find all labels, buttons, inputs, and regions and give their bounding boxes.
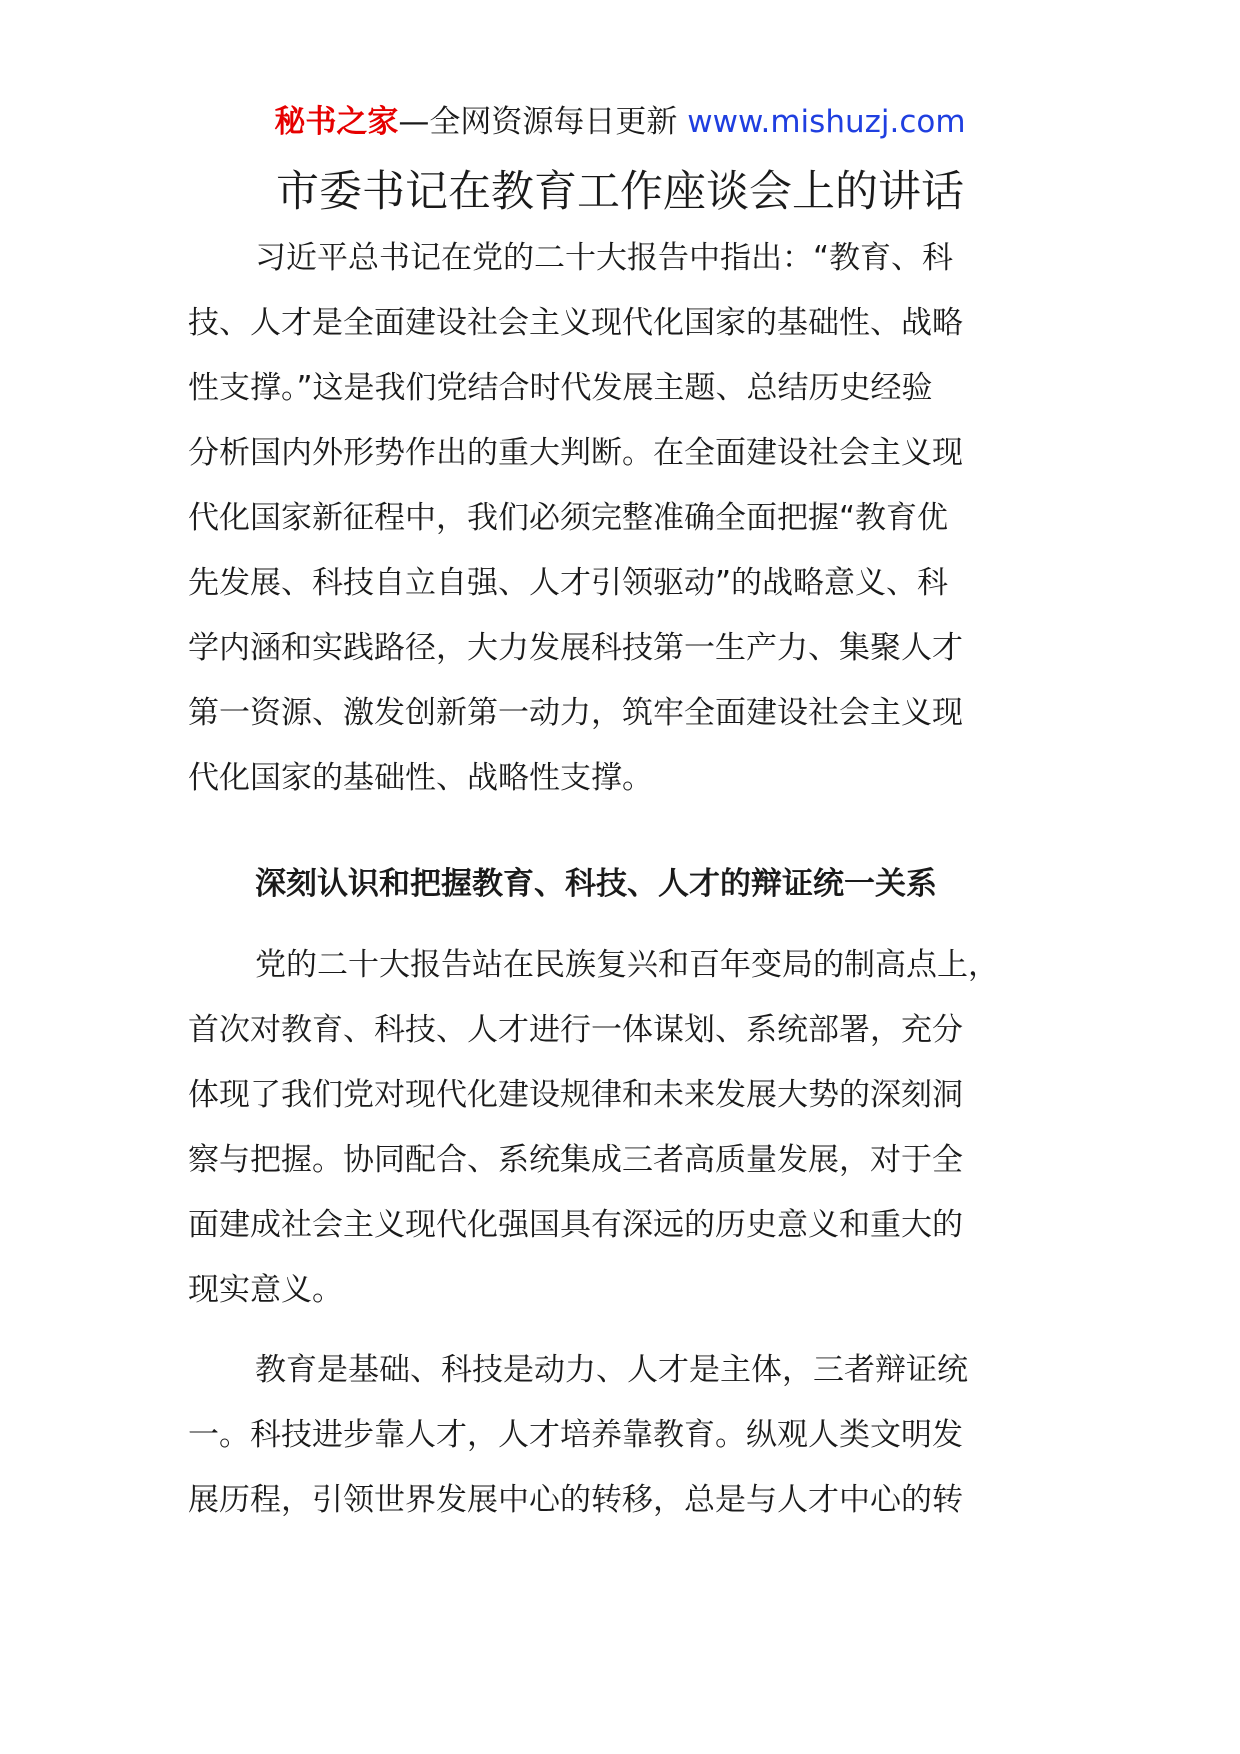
section-heading-block — [188, 852, 1068, 917]
paragraph-line: 性支撑。”这是我们党结合时代发展主题、总结历史经验 — [188, 370, 933, 406]
paragraph-intro — [188, 226, 1068, 811]
paragraph-line: 现实意义。 — [188, 1272, 343, 1308]
paragraph-line: 体现了我们党对现代化建设规律和未来发展大势的深刻洞 — [188, 1077, 963, 1113]
paragraph-line: 一。科技进步靠人才，人才培养靠教育。纵观人类文明发 — [188, 1417, 963, 1453]
paragraph-line: 首次对教育、科技、人才进行一体谋划、系统部署，充分 — [188, 1012, 963, 1048]
section-heading: 深刻认识和把握教育、科技、人才的辩证统一关系 — [255, 866, 937, 902]
paragraph-line: 察与把握。协同配合、系统集成三者高质量发展，对于全 — [188, 1142, 963, 1178]
site-url-link[interactable]: www.mishuzj.com — [687, 104, 966, 140]
site-header — [0, 100, 1240, 144]
paragraph-line: 面建成社会主义现代化强国具有深远的历史意义和重大的 — [188, 1207, 963, 1243]
paragraph-line: 分析国内外形势作出的重大判断。在全面建设社会主义现 — [188, 435, 963, 471]
paragraph-line: 代化国家的基础性、战略性支撑。 — [188, 760, 653, 796]
paragraph-line: 教育是基础、科技是动力、人才是主体，三者辩证统 — [255, 1352, 968, 1388]
paragraph-line: 展历程，引领世界发展中心的转移，总是与人才中心的转 — [188, 1482, 963, 1518]
header-tagline: —全网资源每日更新 — [398, 104, 678, 140]
brand-name: 秘书之家 — [274, 104, 399, 140]
document-title: 市委书记在教育工作座谈会上的讲话 — [276, 167, 964, 217]
paragraph-section2 — [188, 1338, 1068, 1533]
paragraph-line: 代化国家新征程中，我们必须完整准确全面把握“教育优 — [188, 500, 949, 536]
paragraph-section1 — [188, 933, 1068, 1323]
paragraph-line: 第一资源、激发创新第一动力，筑牢全面建设社会主义现 — [188, 695, 963, 731]
paragraph-line: 先发展、科技自立自强、人才引领驱动”的战略意义、科 — [188, 565, 949, 601]
paragraph-line: 学内涵和实践路径，大力发展科技第一生产力、集聚人才 — [188, 630, 963, 666]
paragraph-line: 党的二十大报告站在民族复兴和百年变局的制高点上， — [255, 947, 999, 983]
paragraph-line: 习近平总书记在党的二十大报告中指出：“教育、科 — [255, 240, 954, 276]
paragraph-line: 技、人才是全面建设社会主义现代化国家的基础性、战略 — [188, 305, 963, 341]
